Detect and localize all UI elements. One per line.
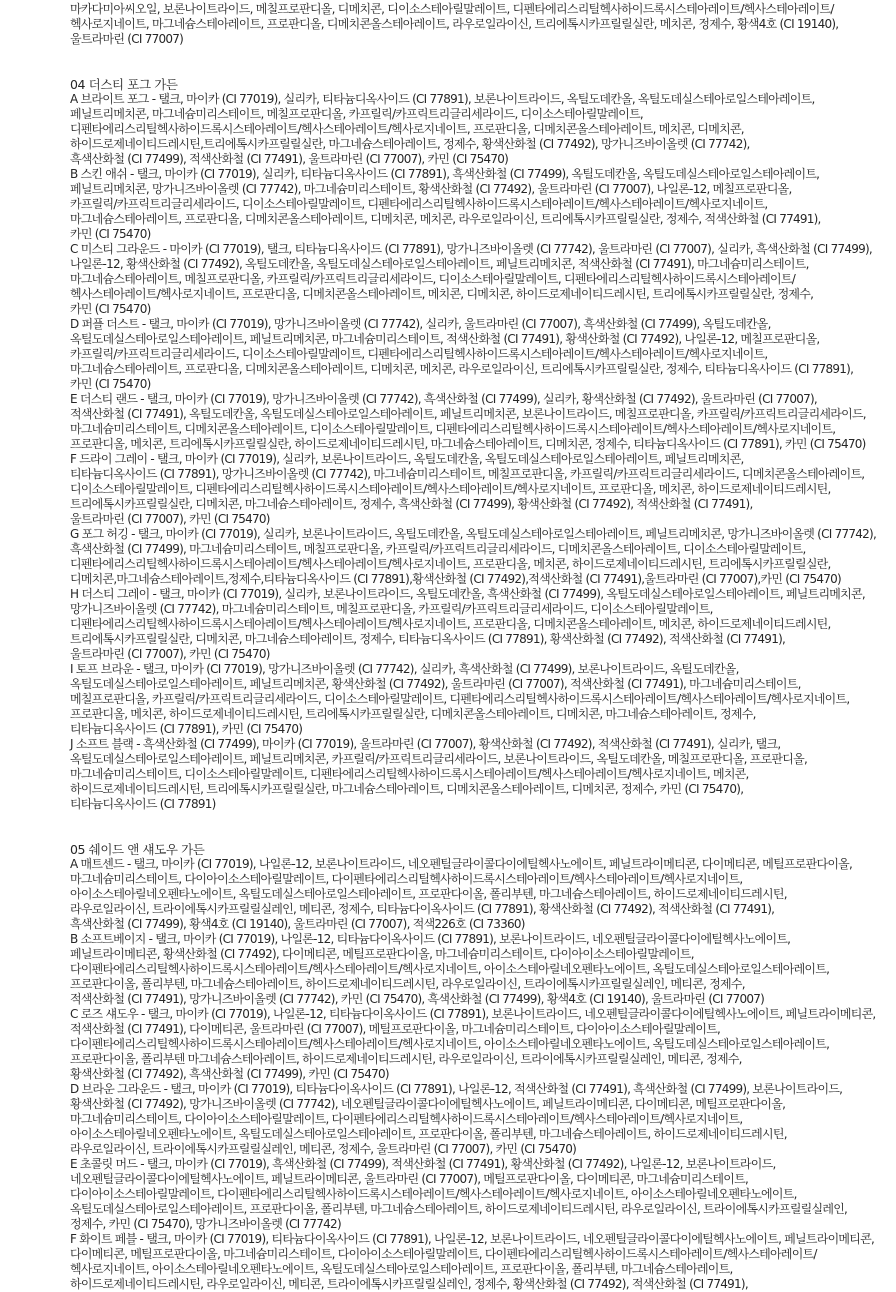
shade-item-line: 옥틸도데실스테아로일스테아레이트, 페닐트리메치콘, 카프릴릭/카프릭트리글리세라이드, 보론나이트라이드, 옥틸도데칸올, 메칠프로판디올, 프로판디올, (70, 752, 808, 766)
shade-item-line: 나일론-12, 황색산화철 (CI 77492), 옥틸도데칸올, 옥틸도데실스테아로일스테아레이트, 페닐트리메치콘, 적색산화철 (CI 77491), 마그네슘미리스테이트, (70, 257, 809, 271)
shade-item-line: 헥사로지네이트, 아이소스테아릴네오펜타노에이트, 옥틸도데실스테아로일스테아레이트, 프로판다이올, 폴리부텐, 마그네슘스테아레이트, (70, 1262, 733, 1276)
shade-item-line: A 매트센드 - 탤크, 마이카 (CI 77019), 나일론-12, 보론나이트라이드, 네오펜틸글라이콜다이에틸헥사노에이트, 페닐트라이메티콘, 다이메티콘, 메틸프로판다이올, (70, 857, 853, 871)
shade-item-line: 정제수, 카민 (CI 75470), 망가니즈바이올렛 (CI 77742) (70, 1217, 341, 1231)
lead-line: 헥사로지네이트, 마그네슘스테아레이트, 프로판디올, 디메치콘올스테아레이트, 라우로일라이신, 트리에톡시카프릴릴실란, 메치콘, 정제수, 황색4호 (CI 19140), (70, 17, 839, 31)
sections (70, 77, 877, 1292)
shade-item-line: 프로판다이올, 폴리부텐, 마그네슘스테아레이트, 하이드로제네이티드레시틴, 라우로일라이신, 트라이에톡시카프릴릴실레인, 메티콘, 정제수, (70, 977, 745, 991)
shade-item-line: 트리에톡시카프릴릴실란, 디메치콘, 마그네슘스테아레이트, 정제수, 티타늄디옥사이드 (CI 77891), 황색산화철 (CI 77492), 적색산화철 (CI 77491), (70, 632, 786, 646)
shade-item-line: 트리에톡시카프릴릴실란, 디메치콘, 마그네슘스테아레이트, 정제수, 흑색산화철 (CI 77499), 황색산화철 (CI 77492), 적색산화철 (CI 77491), (70, 497, 753, 511)
shade-item-line: 마그네슘미리스테이트, 다이아이소스테아릴말레이트, 다이펜타에리스리틸헥사하이드록시스테아레이트/헥사스테아레이트/헥사로지네이트, (70, 1112, 743, 1126)
shade-item (70, 527, 877, 587)
shade-item (70, 392, 870, 452)
shade-item (70, 1232, 875, 1292)
shade-item-line: 페닐트라이메티콘, 황색산화철 (CI 77492), 다이메티콘, 메틸프로판다이올, 마그네슘미리스테이트, 다이아이소스테아릴말레이트, (70, 947, 694, 961)
shade-item-line: I 토프 브라운 - 탤크, 마이카 (CI 77019), 망가니즈바이올렛 (CI 77742), 실리카, 흑색산화철 (CI 77499), 보론나이트라이드, 옥틸도데칸올, (70, 662, 739, 676)
shade-item-line: 아이소스테아릴네오펜타노에이트, 옥틸도데실스테아로일스테아레이트, 프로판다이올, 폴리부텐, 마그네슘스테아레이트, 하이드로제네이티드레시틴, (70, 887, 787, 901)
shade-item-line: D 브라운 그라운드 - 탤크, 마이카 (CI 77019), 티타늄다이옥사이드 (CI 77891), 나일론-12, 적색산화철 (CI 77491), 흑색산화철 (CI 77499), 보론나이트라이드, (70, 1082, 843, 1096)
shade-item (70, 662, 870, 737)
shade-item-line: H 더스티 그레이 - 탤크, 마이카 (CI 77019), 실리카, 보론나이트라이드, 옥틸도데칸올, 흑색산화철 (CI 77499), 옥틸도데실스테아로일스테아레이트, 페닐트리메치콘, (70, 587, 865, 601)
shade-item-line: J 소프트 블랙 - 흑색산화철 (CI 77499), 마이카 (CI 77019), 울트라마린 (CI 77007), 황색산화철 (CI 77492), 적색산화철 (CI 77491), 실리카, 탤크, (70, 737, 781, 751)
shade-item-line: 티타늄디옥사이드 (CI 77891), 카민 (CI 75470) (70, 722, 303, 736)
lead-paragraph (70, 2, 870, 47)
shade-item-line: 하이드로제네이티드레시틴, 트리에톡시카프릴릴실란, 마그네슘스테아레이트, 디메치콘올스테아레이트, 디메치콘, 정제수, 카민 (CI 75470), (70, 782, 744, 796)
shade-item (70, 317, 870, 392)
shade-item-line: 마그네슘스테아레이트, 프로판디올, 디메치콘올스테아레이트, 디메치콘, 메치콘, 라우로일라이신, 트리에톡시카프릴릴실란, 정제수, 티타늄디옥사이드 (CI 77891), (70, 362, 854, 376)
shade-item-line: 티타늄디옥사이드 (CI 77891) (70, 797, 216, 811)
shade-item-line: D 퍼플 더스트 - 탤크, 마이카 (CI 77019), 망가니즈바이올렛 (CI 77742), 실리카, 울트라마린 (CI 77007), 흑색산화철 (CI 77499), 옥틸도데칸올, (70, 317, 771, 331)
shade-item-line: 프로판디올, 메치콘, 트리에톡시카프릴릴실란, 하이드로제네이티드레시틴, 마그네슘스테아레이트, 디메치콘, 정제수, 티타늄디옥사이드 (CI 77891), 카민 (CI 75470) (70, 437, 866, 451)
shade-item (70, 737, 870, 812)
shade-item-line: 디펜타에리스리틸헥사하이드록시스테아레이트/헥사스테아레이트/헥사로지네이트, 프로판디올, 메치콘, 하이드로제네이티드레시틴, 트리에톡시카프릴릴실란, (70, 557, 831, 571)
shade-item-line: A 브라이트 포그 - 탤크, 마이카 (CI 77019), 실리카, 티타늄디옥사이드 (CI 77891), 보론나이트라이드, 옥틸도데칸올, 옥틸도데실스테아로일스테아레이트, (70, 92, 815, 106)
shade-item-line: 황색산화철 (CI 77492), 망가니즈바이올렛 (CI 77742), 네오펜틸글라이콜다이에틸헥사노에이트, 페닐트라이메티콘, 다이메티콘, 메틸프로판다이올, (70, 1097, 786, 1111)
shade-item (70, 857, 870, 932)
shade-item-line: 디펜타에리스리틸헥사하이드록시스테아레이트/헥사스테아레이트/헥사로지네이트, 프로판디올, 디메치콘올스테아레이트, 메치콘, 디메치콘, (70, 122, 744, 136)
section (70, 842, 876, 1292)
shade-item (70, 1007, 876, 1082)
ingredient-document (70, 0, 877, 1292)
shade-item-line: 카민 (CI 75470) (70, 227, 151, 241)
shade-item-line: 옥틸도데실스테아로일스테아레이트, 프로판다이올, 폴리부텐, 마그네슘스테아레이트, 하이드로제네이티드레시틴, 라우로일라이신, 트라이에톡시카프릴릴실레인, (70, 1202, 848, 1216)
section (70, 77, 877, 812)
shade-item-line: 마그네슘미리스테이트, 디이소스테아릴말레이트, 디펜타에리스리틸헥사하이드록시스테아레이트/헥사스테아레이트/헥사로지네이트, 메치콘, (70, 767, 749, 781)
shade-item-line: 라우로일라이신, 트라이에톡시카프릴릴실레인, 메티콘, 정제수, 울트라마린 (CI 77007), 카민 (CI 75470) (70, 1142, 577, 1156)
shade-item (70, 932, 870, 1007)
shade-item-line: 티타늄디옥사이드 (CI 77891), 망가니즈바이올렛 (CI 77742), 마그네슘미리스테이트, 메칠프로판디올, 카프릴릭/카프릭트리글리세라이드, 디메치콘올스테아레이트, (70, 467, 865, 481)
section-title: 05 쉐이드 앤 섀도우 가든 (70, 842, 205, 857)
shade-item-line: E 초콜릿 머드 - 탤크, 마이카 (CI 77019), 흑색산화철 (CI 77499), 적색산화철 (CI 77491), 황색산화철 (CI 77492), 나일론-12, 보론나이트라이드, (70, 1157, 776, 1171)
shade-item-line: 적색산화철 (CI 77491), 망가니즈바이올렛 (CI 77742), 카민 (CI 75470), 흑색산화철 (CI 77499), 황색4호 (CI 19140), 울트라마린 (CI 77007) (70, 992, 765, 1006)
shade-item-line: 다이메티콘, 메틸프로판다이올, 마그네슘미리스테이트, 다이아이소스테아릴말레이트, 다이펜타에리스리틸헥사하이드록시스테아레이트/헥사스테아레이트/ (70, 1247, 817, 1261)
shade-item-line: B 소프트베이지 - 탤크, 마이카 (CI 77019), 나일론-12, 티타늄다이옥사이드 (CI 77891), 보론나이트라이드, 네오펜틸글라이콜다이에틸헥사노에이트, (70, 932, 791, 946)
shade-item-line: 흑색산화철 (CI 77499), 적색산화철 (CI 77491), 울트라마린 (CI 77007), 카민 (CI 75470) (70, 152, 509, 166)
shade-item-line: 디이소스테아릴말레이트, 디펜타에리스리틸헥사하이드록시스테아레이트/헥사스테아레이트/헥사로지네이트, 프로판디올, 메치콘, 하이드로제네이티드레시틴, (70, 482, 831, 496)
shade-item-line: 마그네슘미리스테이트, 다이아이소스테아릴말레이트, 다이펜타에리스리틸헥사하이드록시스테아레이트/헥사스테아레이트/헥사로지네이트, (70, 872, 743, 886)
shade-item-line: 아이소스테아릴네오펜타노에이트, 옥틸도데실스테아로일스테아레이트, 프로판다이올, 폴리부텐, 마그네슘스테아레이트, 하이드로제네이티드레시틴, (70, 1127, 787, 1141)
shade-item-line: 하이드로제네이티드레시틴,트리에톡시카프릴릴실란, 마그네슘스테아레이트, 정제수, 황색산화철 (CI 77492), 망가니즈바이올렛 (CI 77742), (70, 137, 750, 151)
shade-item-line: 페닐트리메치콘, 망가니즈바이올렛 (CI 77742), 마그네슘미리스테이트, 황색산화철 (CI 77492), 울트라마린 (CI 77007), 나일론-12, 메칠프로판디올, (70, 182, 792, 196)
shade-item-line: 헥사스테아레이트/헥사로지네이트, 프로판디올, 디메치콘올스테아레이트, 메치콘, 디메치콘, 하이드로제네이티드레시틴, 트리에톡시카프릴릴실란, 정제수, (70, 287, 814, 301)
shade-item (70, 167, 870, 242)
shade-item-line: 옥틸도데실스테아로일스테아레이트, 페닐트리메치콘, 마그네슘미리스테이트, 적색산화철 (CI 77491), 황색산화철 (CI 77492), 나일론-12, 메칠프로판디올, (70, 332, 820, 346)
shade-item-line: G 포그 허깅 - 탤크, 마이카 (CI 77019), 실리카, 보론나이트라이드, 옥틸도데칸올, 옥틸도데실스테아로일스테아레이트, 페닐트리메치콘, 망가니즈바이올렛 (CI 77742), (70, 527, 877, 541)
shade-item-line: F 드라이 그레이 - 탤크, 마이카 (CI 77019), 실리카, 보론나이트라이드, 옥틸도데칸올, 옥틸도데실스테아로일스테아레이트, 페닐트리메치콘, (70, 452, 744, 466)
shade-item-line: 네오펜틸글라이콜다이에틸헥사노에이트, 페닐트라이메티콘, 울트라마린 (CI 77007), 메틸프로판다이올, 다이메티콘, 마그네슘미리스테이트, (70, 1172, 749, 1186)
shade-item-line: 페닐트리메치콘, 마그네슘미리스테이트, 메칠프로판디올, 카프릴릭/카프릭트리글리세라이드, 디이소스테아릴말레이트, (70, 107, 643, 121)
shade-item-line: 적색산화철 (CI 77491), 옥틸도데칸올, 옥틸도데실스테아로일스테아레이트, 페닐트리메치콘, 보론나이트라이드, 메칠프로판디올, 카프릴릭/카프릭트리글리세라이드, (70, 407, 866, 421)
shade-item-line: B 스킨 애쉬 - 탤크, 마이카 (CI 77019), 실리카, 티타늄디옥사이드 (CI 77891), 흑색산화철 (CI 77499), 옥틸도데칸올, 옥틸도데실스테아로일스테아레이트, (70, 167, 820, 181)
shade-item (70, 1157, 870, 1232)
shade-item-line: C 로즈 섀도우 - 탤크, 마이카 (CI 77019), 나일론-12, 티타늄다이옥사이드 (CI 77891), 보론나이트라이드, 네오펜틸글라이콜다이에틸헥사노에이트, 페닐트라이메티콘, (70, 1007, 876, 1021)
shade-item-line: 옥틸도데실스테아로일스테아레이트, 페닐트리메치콘, 황색산화철 (CI 77492), 울트라마린 (CI 77007), 적색산화철 (CI 77491), 마그네슘미리스테이트, (70, 677, 801, 691)
shade-item (70, 92, 870, 167)
shade-item-line: C 미스티 그라운드 - 마이카 (CI 77019), 탤크, 티타늄디옥사이드 (CI 77891), 망가니즈바이올렛 (CI 77742), 울트라마린 (CI 77007), 실리카, 흑색산화철 (CI 77499), (70, 242, 873, 256)
shade-item-line: 울트라마린 (CI 77007), 카민 (CI 75470) (70, 647, 270, 661)
shade-item-line: 마그네슘미리스테이트, 디메치콘올스테아레이트, 디이소스테아릴말레이트, 디펜타에리스리틸헥사하이드록시스테아레이트/헥사스테아레이트/헥사로지네이트, (70, 422, 836, 436)
shade-item-line: 적색산화철 (CI 77491), 다이메티콘, 울트라마린 (CI 77007), 메틸프로판다이올, 마그네슘미리스테이트, 다이아이소스테아릴말레이트, (70, 1022, 721, 1036)
lead-line: 울트라마린 (CI 77007) (70, 32, 184, 46)
shade-item-line: 카민 (CI 75470) (70, 377, 151, 391)
shade-item-line: 카프릴릭/카프릭트리글리세라이드, 디이소스테아릴말레이트, 디펜타에리스리틸헥사하이드록시스테아레이트/헥사스테아레이트/헥사로지네이트, (70, 347, 768, 361)
shade-item (70, 587, 870, 662)
section-title: 04 더스티 포그 가든 (70, 77, 178, 92)
shade-item-line: 프로판다이올, 폴리부텐 마그네슘스테아레이트, 하이드로제네이티드레시틴, 라우로일라이신, 트라이에톡시카프릴릴실레인, 메티콘, 정제수, (70, 1052, 742, 1066)
shade-item-line: 마그네슘스테아레이트, 프로판디올, 디메치콘올스테아레이트, 디메치콘, 메치콘, 라우로일라이신, 트리에톡시카프릴릴실란, 정제수, 적색산화철 (CI 77491), (70, 212, 821, 226)
shade-item-line: 라우로일라이신, 트라이에톡시카프릴릴실레인, 메티콘, 정제수, 티타늄다이옥사이드 (CI 77891), 황색산화철 (CI 77492), 적색산화철 (CI 77491), (70, 902, 775, 916)
shade-item (70, 452, 870, 527)
shade-item-line: 프로판디올, 메치콘, 하이드로제네이티드레시틴, 트리에톡시카프릴릴실란, 디메치콘올스테아레이트, 디메치콘, 마그네슘스테아레이트, 정제수, (70, 707, 756, 721)
shade-item-line: 울트라마린 (CI 77007), 카민 (CI 75470) (70, 512, 270, 526)
shade-item-line: 흑색산화철 (CI 77499), 황색4호 (CI 19140), 울트라마린 (CI 77007), 적색226호 (CI 73360) (70, 917, 525, 931)
lead-line: 마카다미아씨오일, 보론나이트라이드, 메칠프로판디올, 디메치콘, 디이소스테아릴말레이트, 디펜타에리스리틸헥사하이드록시스테아레이트/헥사스테아레이트/ (70, 2, 834, 16)
shade-item-line: 흑색산화철 (CI 77499), 마그네슘미리스테이트, 메칠프로판디올, 카프릴릭/카프릭트리글리세라이드, 디메치콘올스테아레이트, 디이소스테아릴말레이트, (70, 542, 806, 556)
shade-item-line: 하이드로제네이티드레시틴, 라우로일라이신, 메티콘, 트라이에톡시카프릴릴실레인, 정제수, 황색산화철 (CI 77492), 적색산화철 (CI 77491), (70, 1277, 748, 1291)
shade-item (70, 1082, 870, 1157)
shade-item-line: 디메치콘,마그네슘스테아레이트,정제수,티타늄디옥사이드 (CI 77891),황색산화철 (CI 77492),적색산화철 (CI 77491),울트라마린 (CI 77007),카민 (CI 75470) (70, 572, 841, 586)
shade-item-line: 카프릴릭/카프릭트리글리세라이드, 디이소스테아릴말레이트, 디펜타에리스리틸헥사하이드록시스테아레이트/헥사스테아레이트/헥사로지네이트, (70, 197, 768, 211)
shade-item-line: 마그네슘스테아레이트, 메칠프로판디올, 카프릴릭/카프릭트리글리세라이드, 디이소스테아릴말레이트, 디펜타에리스리틸헥사하이드록시스테아레이트/ (70, 272, 795, 286)
shade-item-line: 다이펜타에리스리틸헥사하이드록시스테아레이트/헥사스테아레이트/헥사로지네이트, 아이소스테아릴네오펜타노에이트, 옥틸도데실스테아로일스테아레이트, (70, 1037, 830, 1051)
shade-item-line: E 더스티 랜드 - 탤크, 마이카 (CI 77019), 망가니즈바이올렛 (CI 77742), 흑색산화철 (CI 77499), 실리카, 황색산화철 (CI 77492), 울트라마린 (CI 77007), (70, 392, 817, 406)
shade-item (70, 242, 873, 317)
shade-item-line: 다이펜타에리스리틸헥사하이드록시스테아레이트/헥사스테아레이트/헥사로지네이트, 아이소스테아릴네오펜타노에이트, 옥틸도데실스테아로일스테아레이트, (70, 962, 830, 976)
shade-item-line: 카민 (CI 75470) (70, 302, 151, 316)
shade-item-line: 메칠프로판디올, 카프릴릭/카프릭트리글리세라이드, 디이소스테아릴말레이트, 디펜타에리스리틸헥사하이드록시스테아레이트/헥사스테아레이트/헥사로지네이트, (70, 692, 850, 706)
shade-item-line: 황색산화철 (CI 77492), 흑색산화철 (CI 77499), 카민 (CI 75470) (70, 1067, 389, 1081)
shade-item-line: F 화이트 페블 - 탤크, 마이카 (CI 77019), 티타늄다이옥사이드 (CI 77891), 나일론-12, 보론나이트라이드, 네오펜틸글라이콜다이에틸헥사노에이트, 페닐트라이메티콘, (70, 1232, 875, 1246)
shade-item-line: 디펜타에리스리틸헥사하이드록시스테아레이트/헥사스테아레이트/헥사로지네이트, 프로판디올, 디메치콘올스테아레이트, 메치콘, 하이드로제네이티드레시틴, (70, 617, 831, 631)
shade-item-line: 다이아이소스테아릴말레이트, 다이펜타에리스리틸헥사하이드록시스테아레이트/헥사스테아레이트/헥사로지네이트, 아이소스테아릴네오펜타노에이트, (70, 1187, 797, 1201)
shade-item-line: 망가니즈바이올렛 (CI 77742), 마그네슘미리스테이트, 메칠프로판디올, 카프릴릭/카프릭트리글리세라이드, 디이소스테아릴말레이트, (70, 602, 713, 616)
